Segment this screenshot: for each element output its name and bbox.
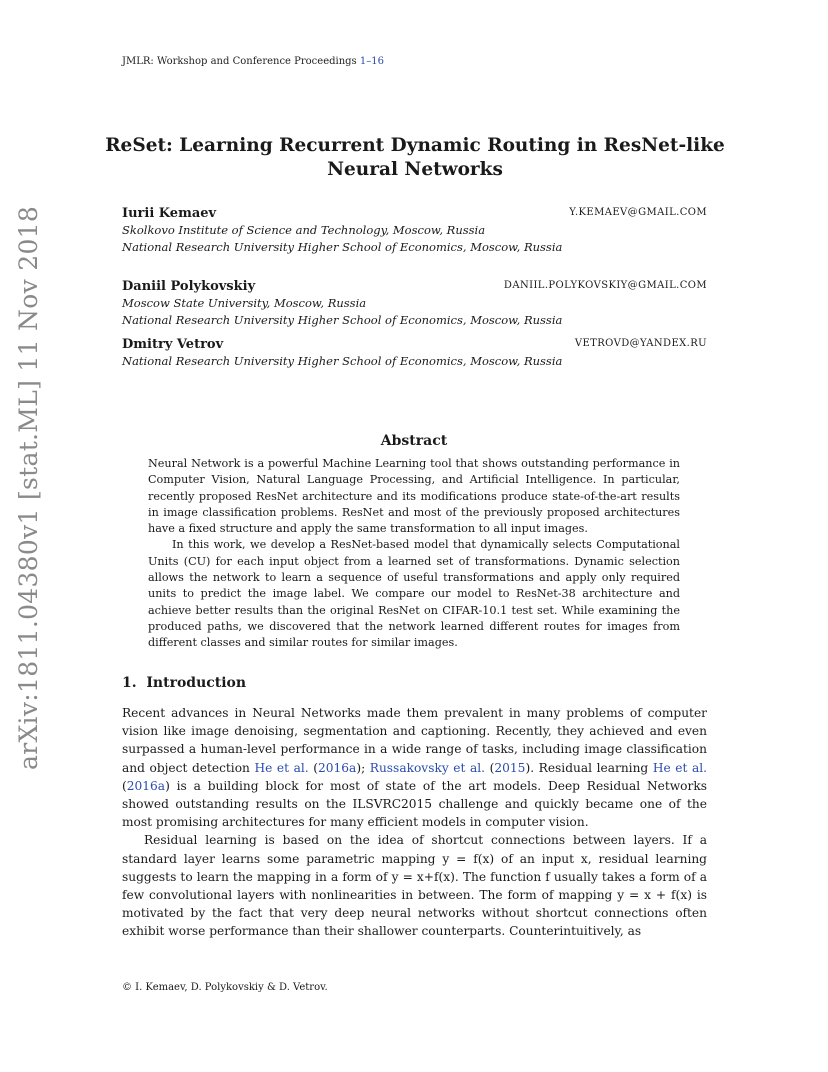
citation-year-link[interactable]: 2016a: [126, 778, 166, 793]
abstract-paragraph-2: In this work, we develop a ResNet-based model that dynamically selects Computational Units (CU) for each input object from a learned set of transformations. Dynamic selection allows the network to learn a sequence of useful transformations and apply only required units to predict the image label. We compare our model to ResNet-38 architecture and achieve better results than the original ResNet on CIFAR-10.1 test set. While examining the produced paths, we discovered that the network learned different routes for images from different classes and similar routes for similar images.: [148, 538, 680, 650]
copyright-footer: © I. Kemaev, D. Polykovskiy & D. Vetrov.: [122, 982, 328, 993]
citation-link[interactable]: Russakovsky et al.: [369, 760, 486, 775]
author-block-1: [122, 206, 707, 256]
introduction-body: [122, 704, 707, 941]
citation-year-link[interactable]: 2015: [494, 760, 526, 775]
abstract-heading: Abstract: [380, 433, 448, 449]
author-email: VETROVD@YANDEX.RU: [574, 338, 707, 349]
citation-link[interactable]: He et al.: [652, 760, 707, 775]
citation-link[interactable]: He et al.: [254, 760, 309, 775]
title-line-2: Neural Networks: [327, 159, 503, 180]
abstract-paragraph-1: Neural Network is a powerful Machine Learning tool that shows outstanding performance in Computer Vision, Natural Language Processing, and Artificial Intelligence. In particular, recently proposed ResNet architecture and its modifications produce state-of-the-art results in image classification problems. ResNet and most of the previously proposed architectures have a fixed structure and apply the same transformation to all input images.: [148, 457, 680, 536]
intro-paragraph-1: Recent advances in Neural Networks made them prevalent in many problems of computer vision like image denoising, segmentation and captioning. Recently, they achieved and even surpassed a human-level performance in a wide range of tasks, including image classification and object detection He et al. (2016a); Russakovsky et al. (2015). Residual learning He et al. (2016a) is a building block for most of state of the art models. Deep Residual Networks showed outstanding results on the ILSVRC2015 challenge and quickly became one of the most promising architectures for many efficient models in computer vision.: [122, 706, 707, 830]
title-line-1: ReSet: Learning Recurrent Dynamic Routing in ResNet-like: [105, 135, 725, 156]
author-affiliation: National Research University Higher School of Economics, Moscow, Russia: [122, 240, 563, 254]
author-email: DANIIL.POLYKOVSKIY@GMAIL.COM: [503, 280, 707, 291]
arxiv-stamp: arXiv:1811.04380v1 [stat.ML] 11 Nov 2018: [14, 205, 43, 770]
author-name: Daniil Polykovskiy: [122, 279, 256, 294]
author-affiliation: Moscow State University, Moscow, Russia: [122, 296, 367, 310]
intro-paragraph-2: Residual learning is based on the idea of shortcut connections between layers. If a standard layer learns some parametric mapping y = f(x) of an input x, residual learning suggests to learn the mapping in a form of y = x+f(x). The function f usually takes a form of a few convolutional layers with nonlinearities in between. The form of mapping y = x + f(x) is motivated by the fact that very deep neural networks without shortcut connections often exhibit worse performance than their shallower counterparts. Counterintuitively, as: [122, 833, 707, 939]
running-header: [122, 56, 384, 67]
intro-text: Recent advances in Neural Networks made them prevalent in many problems of computer vision like image denoising, segmentation and captioning. Recently, they achieved and even surpassed a human-level performance in a wide range of tasks, including image classification and object detection: [122, 706, 707, 775]
author-affiliation: National Research University Higher School of Economics, Moscow, Russia: [122, 313, 563, 327]
citation-separator: ;: [361, 760, 370, 775]
author-affiliation: Skolkovo Institute of Science and Technology, Moscow, Russia: [122, 223, 486, 237]
citation-year-link[interactable]: 2016a: [318, 760, 357, 775]
intro-text: is a building block for most of state of the art models. Deep Residual Networks showed outstanding results on the ILSVRC2015 challenge and quickly became one of the most promising architectures for many efficient models in computer vision.: [122, 778, 707, 830]
abstract-body: [148, 456, 680, 652]
paper-title: [100, 134, 730, 182]
journal-name: JMLR: Workshop and Conference Proceedings: [122, 56, 357, 67]
author-name: Iurii Kemaev: [122, 206, 217, 221]
intro-text: . Residual learning: [530, 760, 653, 775]
page-range-link[interactable]: 1–16: [359, 56, 384, 67]
author-email: Y.KEMAEV@GMAIL.COM: [569, 207, 707, 218]
section-title: Introduction: [146, 675, 247, 691]
section-number: 1.: [122, 675, 137, 691]
author-affiliation: National Research University Higher School of Economics, Moscow, Russia: [122, 354, 563, 368]
author-name: Dmitry Vetrov: [122, 337, 224, 352]
author-block-3: [122, 337, 707, 370]
author-block-2: [122, 279, 707, 329]
section-heading: [122, 675, 246, 691]
